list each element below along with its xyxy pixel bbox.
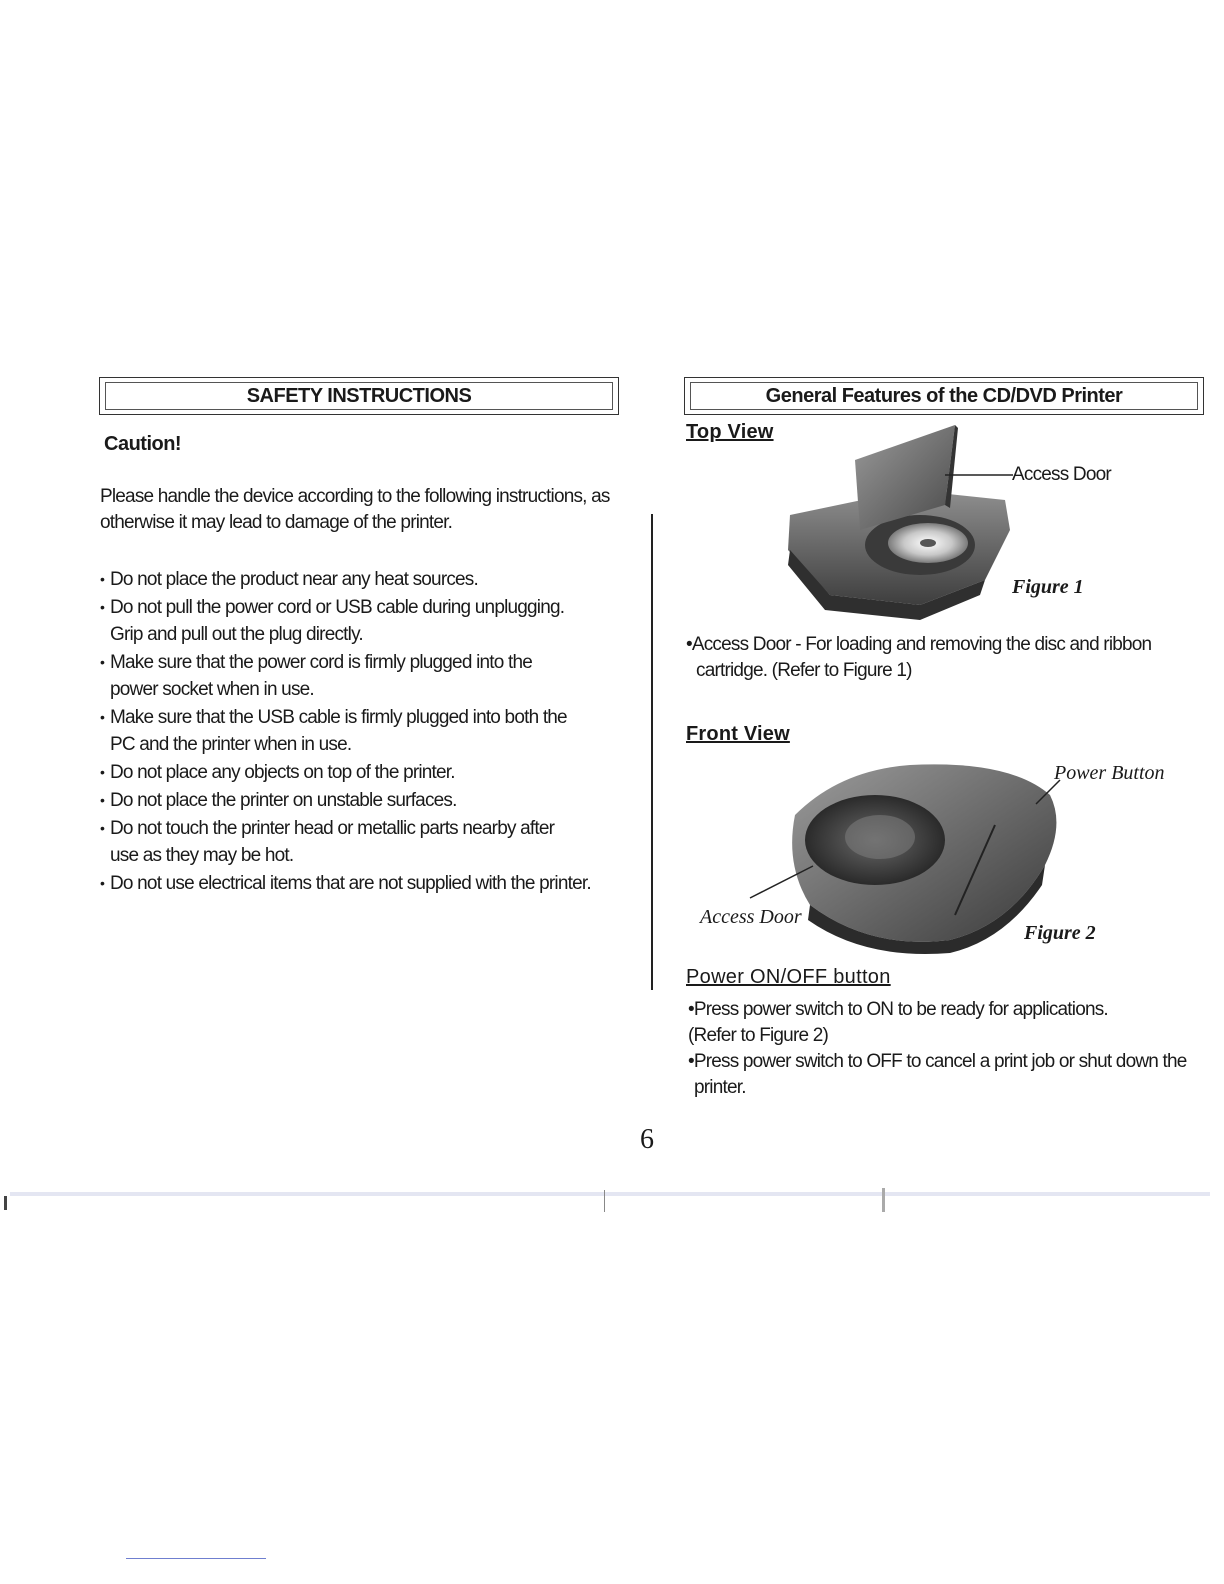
safety-item: • Do not pull the power cord or USB cable during unplugging. Grip and pull out the plug directly. xyxy=(100,594,620,648)
scan-edge-line xyxy=(10,1192,1210,1196)
figure-1-label: Figure 1 xyxy=(1012,576,1084,598)
top-view-desc-line-1: •Access Door - For loading and removing the disc and ribbon xyxy=(686,634,1152,655)
safety-header: SAFETY INSTRUCTIONS xyxy=(105,382,613,410)
safety-item: • Do not place the product near any heat sources. xyxy=(100,566,620,593)
front-access-door-leader-line xyxy=(748,862,818,902)
top-view-access-door-label: Access Door xyxy=(1012,464,1111,485)
safety-intro-line-2: otherwise it may lead to damage of the printer. xyxy=(100,512,453,533)
caution-heading: Caution! xyxy=(104,433,182,455)
power-desc-line-1: •Press power switch to ON to be ready for applications. xyxy=(688,999,1108,1020)
power-button-label: Power Button xyxy=(1054,762,1165,784)
safety-item: • Do not use electrical items that are not supplied with the printer. xyxy=(100,870,620,897)
safety-header-box xyxy=(99,377,619,415)
scan-mark xyxy=(604,1190,605,1212)
safety-item: • Do not touch the printer head or metallic parts nearby after use as they may be hot. xyxy=(100,815,620,869)
front-view-access-door-label: Access Door xyxy=(700,906,802,928)
safety-intro xyxy=(100,484,620,536)
scan-mark xyxy=(882,1188,885,1212)
features-header-box xyxy=(684,377,1204,415)
scan-mark xyxy=(126,1558,266,1559)
safety-item: • Do not place the printer on unstable surfaces. xyxy=(100,787,620,814)
safety-item: • Do not place any objects on top of the printer. xyxy=(100,759,620,786)
safety-intro-line-1: Please handle the device according to the following instructions, as xyxy=(100,486,610,507)
front-view-title: Front View xyxy=(686,723,790,745)
column-divider xyxy=(651,514,653,990)
top-view-description xyxy=(686,632,1206,684)
top-view-title: Top View xyxy=(686,421,774,443)
page-number: 6 xyxy=(640,1124,654,1155)
safety-item: • Make sure that the USB cable is firmly plugged into both the PC and the printer when in use. xyxy=(100,704,620,758)
safety-list xyxy=(100,566,620,898)
power-desc-line-3: •Press power switch to OFF to cancel a print job or shut down the xyxy=(688,1051,1187,1072)
power-description xyxy=(688,997,1208,1101)
power-button-section-title: Power ON/OFF button xyxy=(686,966,891,988)
top-view-desc-line-2: cartridge. (Refer to Figure 1) xyxy=(696,660,912,681)
printer-top-view-photo xyxy=(770,420,1030,630)
figure-2-label: Figure 2 xyxy=(1024,922,1096,944)
power-desc-line-2: (Refer to Figure 2) xyxy=(688,1025,829,1046)
access-door-leader-line xyxy=(945,470,1015,480)
safety-item: • Make sure that the power cord is firmly plugged into the power socket when in use. xyxy=(100,649,620,703)
power-desc-line-4: printer. xyxy=(694,1077,746,1098)
scan-mark xyxy=(4,1196,7,1210)
features-header: General Features of the CD/DVD Printer xyxy=(690,382,1198,410)
